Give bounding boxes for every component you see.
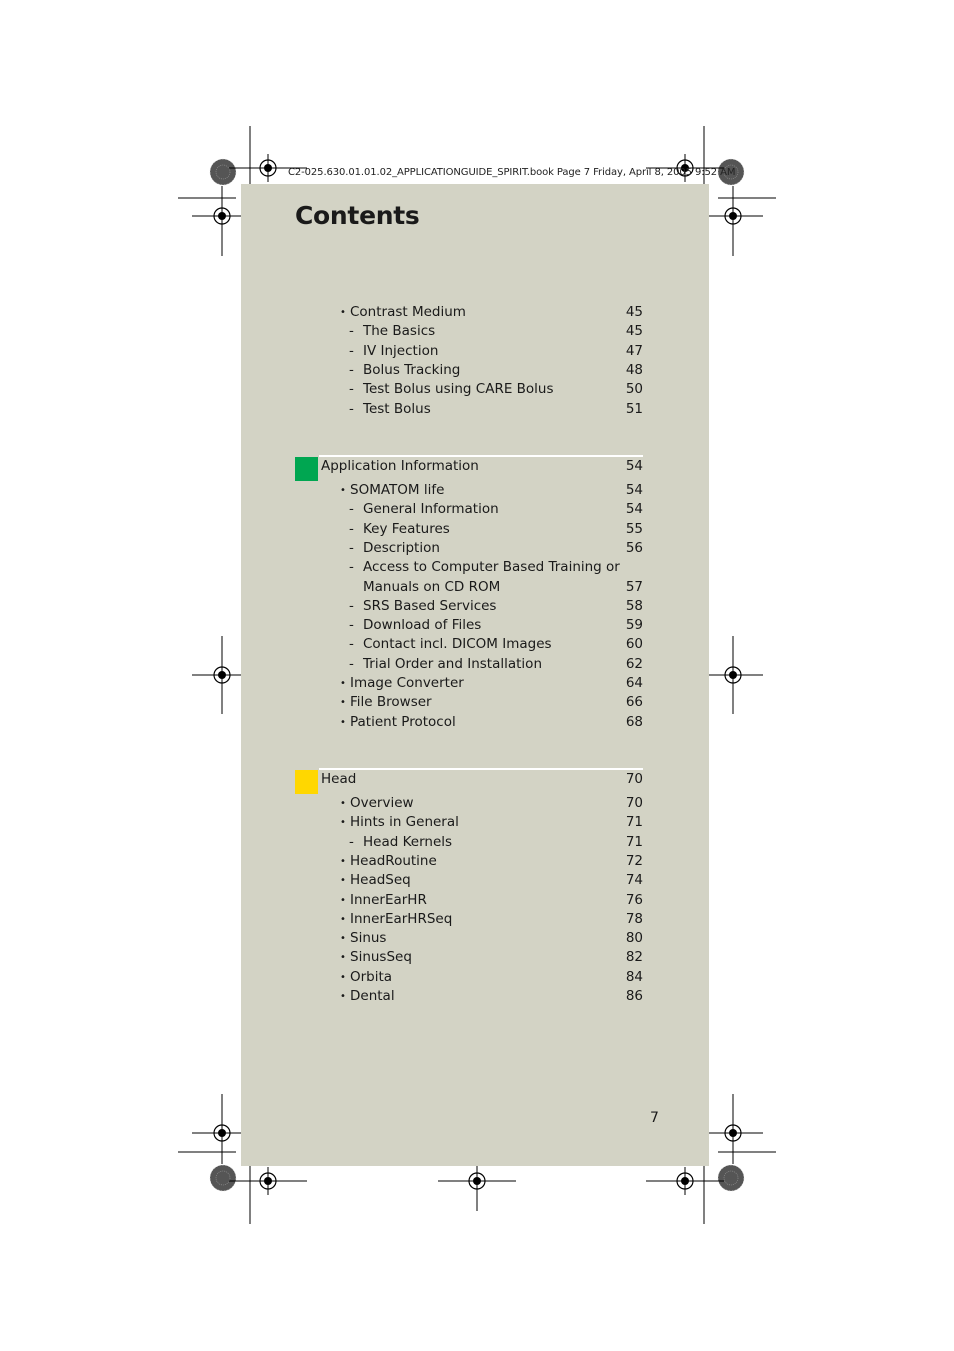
toc-entry[interactable] <box>340 597 610 616</box>
dash: - <box>349 539 354 556</box>
toc-page-number: 58 <box>625 597 643 614</box>
toc-entry[interactable] <box>340 693 610 712</box>
dash: - <box>349 833 354 850</box>
toc-entry-text: Hints in General <box>350 814 459 831</box>
bullet: • <box>340 894 346 906</box>
section-heading-text: Application Information <box>321 458 479 474</box>
toc-entry[interactable] <box>340 558 620 577</box>
bullet: • <box>340 855 346 867</box>
toc-entry[interactable] <box>340 578 610 597</box>
section-page-number: 54 <box>625 458 643 474</box>
toc-page-number: 48 <box>625 361 643 378</box>
toc-entry-text: Test Bolus <box>363 400 431 417</box>
toc-entry[interactable] <box>340 635 610 654</box>
bullet: • <box>340 875 346 887</box>
toc-page-number: 47 <box>625 342 643 359</box>
toc-entry-text: General Information <box>363 501 499 518</box>
toc-entry[interactable] <box>340 303 610 322</box>
dash: - <box>349 361 354 378</box>
toc-entry-text: InnerEarHR <box>350 891 427 908</box>
toc-page-number: 64 <box>625 675 643 691</box>
toc-entry-text: InnerEarHRSeq <box>350 910 453 927</box>
bullet: • <box>340 307 346 318</box>
toc-entry[interactable] <box>340 342 610 361</box>
toc-entry-text: IV Injection <box>363 342 439 359</box>
toc-entry-text: SRS Based Services <box>363 597 497 614</box>
toc-entry[interactable] <box>340 713 610 732</box>
toc-entry[interactable] <box>340 380 610 399</box>
toc-entry[interactable] <box>340 813 610 832</box>
toc-entry-text: SinusSeq <box>350 949 412 966</box>
toc-entry-text: Test Bolus using CARE Bolus <box>363 381 554 398</box>
section-page-number: 70 <box>625 771 643 787</box>
toc-entry-text: Image Converter <box>350 675 464 691</box>
toc-page-number: 76 <box>625 891 643 908</box>
toc-entry-text: Download of Files <box>363 617 482 634</box>
toc-entry[interactable] <box>340 929 610 948</box>
toc-entry[interactable] <box>340 655 610 674</box>
toc-entry-text: Key Features <box>363 520 450 537</box>
toc-entry-text: Access to Computer Based Training or <box>363 559 620 576</box>
toc-entry[interactable] <box>340 481 610 500</box>
toc-entry[interactable] <box>340 500 610 519</box>
section-rule <box>319 768 643 770</box>
toc-entry-text: Manuals on CD ROM <box>363 578 501 595</box>
toc-entry-text: HeadRoutine <box>350 852 437 869</box>
toc-entry-text: Patient Protocol <box>350 713 456 730</box>
toc-entry-text: The Basics <box>363 323 436 340</box>
file-slug: C2-025.630.01.01.02_APPLICATIONGUIDE_SPIRIT.book Page 7 Friday, April 8, 2005 9:52 AM <box>288 167 736 178</box>
toc-entry[interactable] <box>340 968 610 987</box>
toc-page-number: 70 <box>625 795 643 811</box>
toc-entry[interactable] <box>340 400 610 419</box>
toc-page-number: 45 <box>625 323 643 340</box>
bullet: • <box>340 798 346 809</box>
dash: - <box>349 636 354 653</box>
toc-page-number: 84 <box>625 968 643 985</box>
toc-entry[interactable] <box>340 891 610 910</box>
bullet: • <box>340 678 346 689</box>
bullet: • <box>340 913 346 925</box>
dash: - <box>349 559 354 576</box>
toc-page-number: 78 <box>625 910 643 927</box>
toc-entry[interactable] <box>340 948 610 967</box>
toc-entry[interactable] <box>340 852 610 871</box>
dash: - <box>349 617 354 634</box>
dash: - <box>349 342 354 359</box>
toc-entry[interactable] <box>340 910 610 929</box>
toc-page-number: 60 <box>625 636 643 653</box>
toc-entry-text: Bolus Tracking <box>363 361 461 378</box>
toc-page-number: 54 <box>625 501 643 518</box>
toc-page-number: 45 <box>625 304 643 320</box>
toc-entry-text: Sinus <box>350 930 387 947</box>
toc-page-number: 62 <box>625 655 643 672</box>
toc-entry-text: Orbita <box>350 968 393 985</box>
section-heading-text: Head <box>321 771 357 787</box>
toc-entry[interactable] <box>340 871 610 890</box>
toc-page-number: 80 <box>625 930 643 947</box>
toc-page-number: 56 <box>625 539 643 556</box>
toc-entry-text: Dental <box>350 988 395 1004</box>
toc-entry-text: Contrast Medium <box>350 304 466 320</box>
toc-entry[interactable] <box>340 616 610 635</box>
toc-entry-text: Head Kernels <box>363 833 453 850</box>
bullet: • <box>340 991 346 1002</box>
toc-entry[interactable] <box>340 833 610 852</box>
bullet: • <box>340 933 346 945</box>
toc-entry[interactable] <box>340 539 610 558</box>
page-title: Contents <box>295 201 420 230</box>
toc-entry[interactable] <box>340 361 610 380</box>
dash: - <box>349 381 354 398</box>
toc-entry-text: Trial Order and Installation <box>363 655 542 672</box>
bullet: • <box>340 952 346 964</box>
toc-entry-text: SOMATOM life <box>350 482 445 498</box>
bullet: • <box>340 817 346 829</box>
bullet: • <box>340 971 346 983</box>
toc-page-number: 72 <box>625 852 643 869</box>
toc-page-number: 66 <box>625 694 643 711</box>
toc-page-number: 54 <box>625 482 643 498</box>
dash: - <box>349 520 354 537</box>
toc-entry[interactable] <box>340 794 610 813</box>
bullet: • <box>340 485 346 496</box>
toc-page-number: 74 <box>625 872 643 889</box>
section-tab-green <box>295 457 318 481</box>
toc-page-number: 57 <box>625 578 643 595</box>
toc-page-number: 71 <box>625 833 643 850</box>
toc-entry[interactable] <box>340 520 610 539</box>
dash: - <box>349 597 354 614</box>
toc-entry-text: File Browser <box>350 694 432 711</box>
page-number: 7 <box>650 1110 659 1126</box>
dash: - <box>349 655 354 672</box>
toc-entry-text: HeadSeq <box>350 872 411 889</box>
toc-entry-text: Description <box>363 539 440 556</box>
toc-entry-text: Overview <box>350 795 414 811</box>
dash: - <box>349 400 354 417</box>
dash: - <box>349 323 354 340</box>
toc-page-number: 50 <box>625 381 643 398</box>
toc-page-number: 59 <box>625 617 643 634</box>
toc-page-number: 55 <box>625 520 643 537</box>
section-tab-yellow <box>295 770 318 794</box>
toc-entry[interactable] <box>340 322 610 341</box>
toc-page-number: 71 <box>625 814 643 831</box>
toc-page-number: 86 <box>625 988 643 1004</box>
dash: - <box>349 501 354 518</box>
bullet: • <box>340 716 346 728</box>
toc-page-number: 68 <box>625 713 643 730</box>
toc-entry[interactable] <box>340 987 610 1006</box>
toc-entry-text: Contact incl. DICOM Images <box>363 636 552 653</box>
toc-entry[interactable] <box>340 674 610 693</box>
toc-page-number: 82 <box>625 949 643 966</box>
toc-page-number: 51 <box>625 400 643 417</box>
bullet: • <box>340 697 346 709</box>
